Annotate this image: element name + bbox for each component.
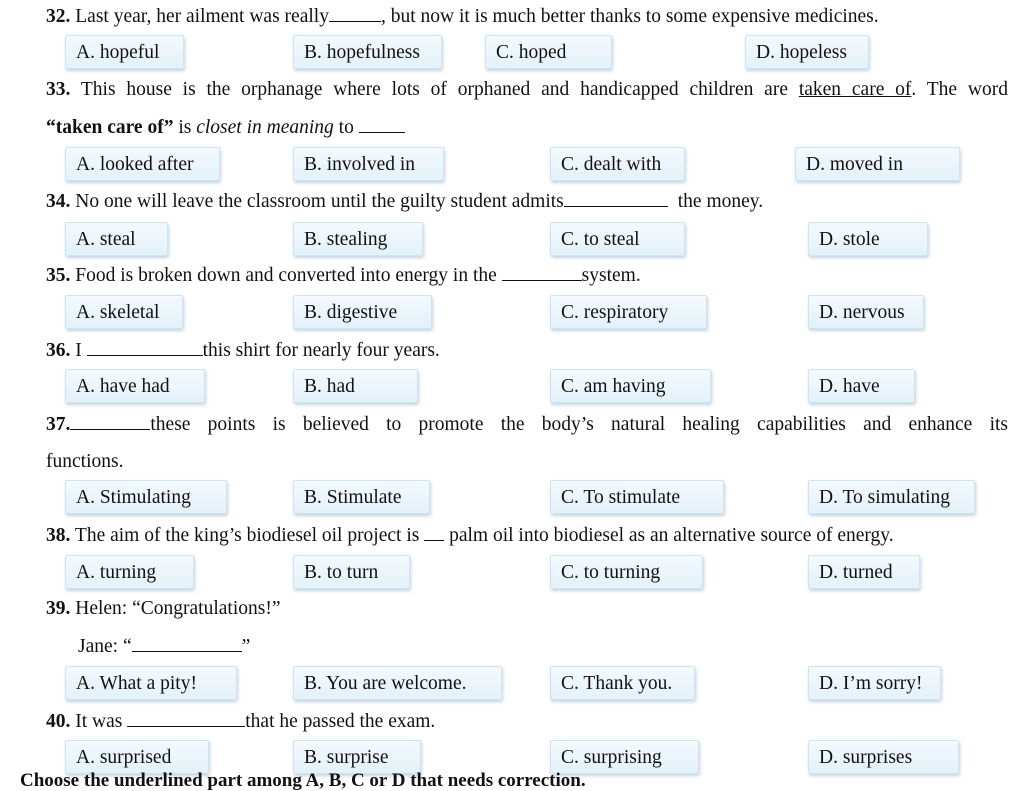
- option-c[interactable]: C. respiratory: [550, 295, 707, 329]
- question-text: It was: [75, 711, 123, 732]
- answer-blank: [424, 523, 444, 541]
- cutoff-instruction: [20, 770, 720, 791]
- option-b[interactable]: B. involved in: [293, 147, 444, 181]
- option-a[interactable]: A. Stimulating: [65, 480, 227, 514]
- question-text: to: [333, 117, 354, 138]
- question-39: [46, 597, 280, 621]
- question-33: [46, 78, 1008, 102]
- option-c[interactable]: C. To stimulate: [550, 480, 724, 514]
- question-text: the money.: [677, 191, 764, 212]
- question-38: [46, 523, 894, 548]
- answer-blank: [359, 115, 405, 133]
- answer-blank: [127, 709, 245, 727]
- option-a[interactable]: A. surprised: [65, 740, 209, 774]
- option-a[interactable]: A. turning: [65, 555, 194, 589]
- option-c[interactable]: C. dealt with: [550, 147, 685, 181]
- option-c[interactable]: C. Thank you.: [550, 666, 695, 700]
- question-text: that he passed the exam.: [245, 711, 436, 732]
- answer-blank: [132, 634, 242, 652]
- option-c[interactable]: C. to steal: [550, 222, 685, 256]
- option-a[interactable]: A. hopeful: [65, 35, 184, 69]
- option-d[interactable]: D. surprises: [808, 740, 959, 774]
- question-number: 34.: [46, 191, 71, 212]
- option-b[interactable]: B. digestive: [293, 295, 432, 329]
- option-b[interactable]: B. to turn: [293, 555, 410, 589]
- option-d[interactable]: D. have: [808, 369, 915, 403]
- question-37: [46, 412, 1008, 437]
- option-a[interactable]: A. What a pity!: [65, 666, 237, 700]
- option-c[interactable]: C. to turning: [550, 555, 703, 589]
- option-d[interactable]: D. nervous: [808, 295, 924, 329]
- option-d[interactable]: D. stole: [808, 222, 928, 256]
- question-number: 33.: [46, 79, 71, 100]
- question-text: Last year, her ailment was really: [75, 6, 329, 27]
- cutoff-text: Choose the underlined part among A, B, C or D that needs correction.: [20, 770, 586, 791]
- question-text: No one will leave the classroom until the guilty student admits: [75, 191, 564, 212]
- question-text: This house is the orphanage where lots of orphaned and handicapped children are: [80, 79, 788, 100]
- question-text: is: [173, 117, 197, 138]
- option-d[interactable]: D. To simulating: [808, 480, 975, 514]
- italic-phrase: closet in meaning: [196, 117, 334, 138]
- answer-blank: [564, 189, 668, 207]
- option-d[interactable]: D. turned: [808, 555, 920, 589]
- option-b[interactable]: B. Stimulate: [293, 480, 430, 514]
- question-text: The aim of the king’s biodiesel oil project is: [74, 525, 420, 546]
- question-number: 40.: [46, 711, 71, 732]
- speaker-text: ”: [241, 636, 251, 657]
- option-b[interactable]: B. surprise: [293, 740, 421, 774]
- question-text: this shirt for nearly four years.: [202, 340, 440, 361]
- option-b[interactable]: B. had: [293, 369, 418, 403]
- quoted-phrase: “taken care of”: [46, 117, 174, 138]
- option-c[interactable]: C. surprising: [550, 740, 699, 774]
- underlined-phrase: taken care of: [798, 79, 912, 100]
- question-text: , but now it is much better thanks to some expensive medicines.: [380, 6, 879, 27]
- question-32: [46, 4, 879, 29]
- option-c[interactable]: C. am having: [550, 369, 711, 403]
- answer-blank: [502, 263, 582, 281]
- question-40: [46, 709, 435, 734]
- question-34: [46, 189, 763, 214]
- question-text: system.: [581, 265, 641, 286]
- question-number: 35.: [46, 265, 71, 286]
- option-c[interactable]: C. hoped: [485, 35, 612, 69]
- option-b[interactable]: B. hopefulness: [293, 35, 442, 69]
- option-d[interactable]: D. hopeless: [745, 35, 869, 69]
- question-number: 36.: [46, 340, 71, 361]
- question-text: I: [75, 340, 82, 361]
- option-a[interactable]: A. have had: [65, 369, 205, 403]
- answer-blank: [329, 4, 381, 22]
- question-text: . The word: [911, 79, 1008, 100]
- question-number: 32.: [46, 6, 71, 27]
- speaker-text: Jane: “: [78, 636, 132, 657]
- question-37-line-2: functions.: [46, 451, 124, 472]
- option-b[interactable]: B. stealing: [293, 222, 423, 256]
- answer-blank: [87, 338, 203, 356]
- question-text: Helen: “Congratulations!”: [75, 598, 281, 619]
- question-35: [46, 263, 641, 288]
- answer-blank: [70, 412, 150, 430]
- option-d[interactable]: D. I’m sorry!: [808, 666, 941, 700]
- option-a[interactable]: A. steal: [65, 222, 168, 256]
- question-number: 38.: [46, 525, 71, 546]
- option-a[interactable]: A. skeletal: [65, 295, 183, 329]
- option-b[interactable]: B. You are welcome.: [293, 666, 502, 700]
- option-a[interactable]: A. looked after: [65, 147, 220, 181]
- question-number: 39.: [46, 598, 71, 619]
- question-text: Food is broken down and converted into energy in the: [75, 265, 497, 286]
- question-text: these points is believed to promote the body’s natural healing capabilities and enhance its: [150, 414, 1008, 435]
- question-36: [46, 338, 440, 363]
- question-text: palm oil into biodiesel as an alternative source of energy.: [449, 525, 894, 546]
- question-number: 37.: [46, 414, 71, 435]
- option-d[interactable]: D. moved in: [795, 147, 960, 181]
- question-39-reply: [78, 634, 250, 659]
- question-33-line-2: [46, 115, 405, 140]
